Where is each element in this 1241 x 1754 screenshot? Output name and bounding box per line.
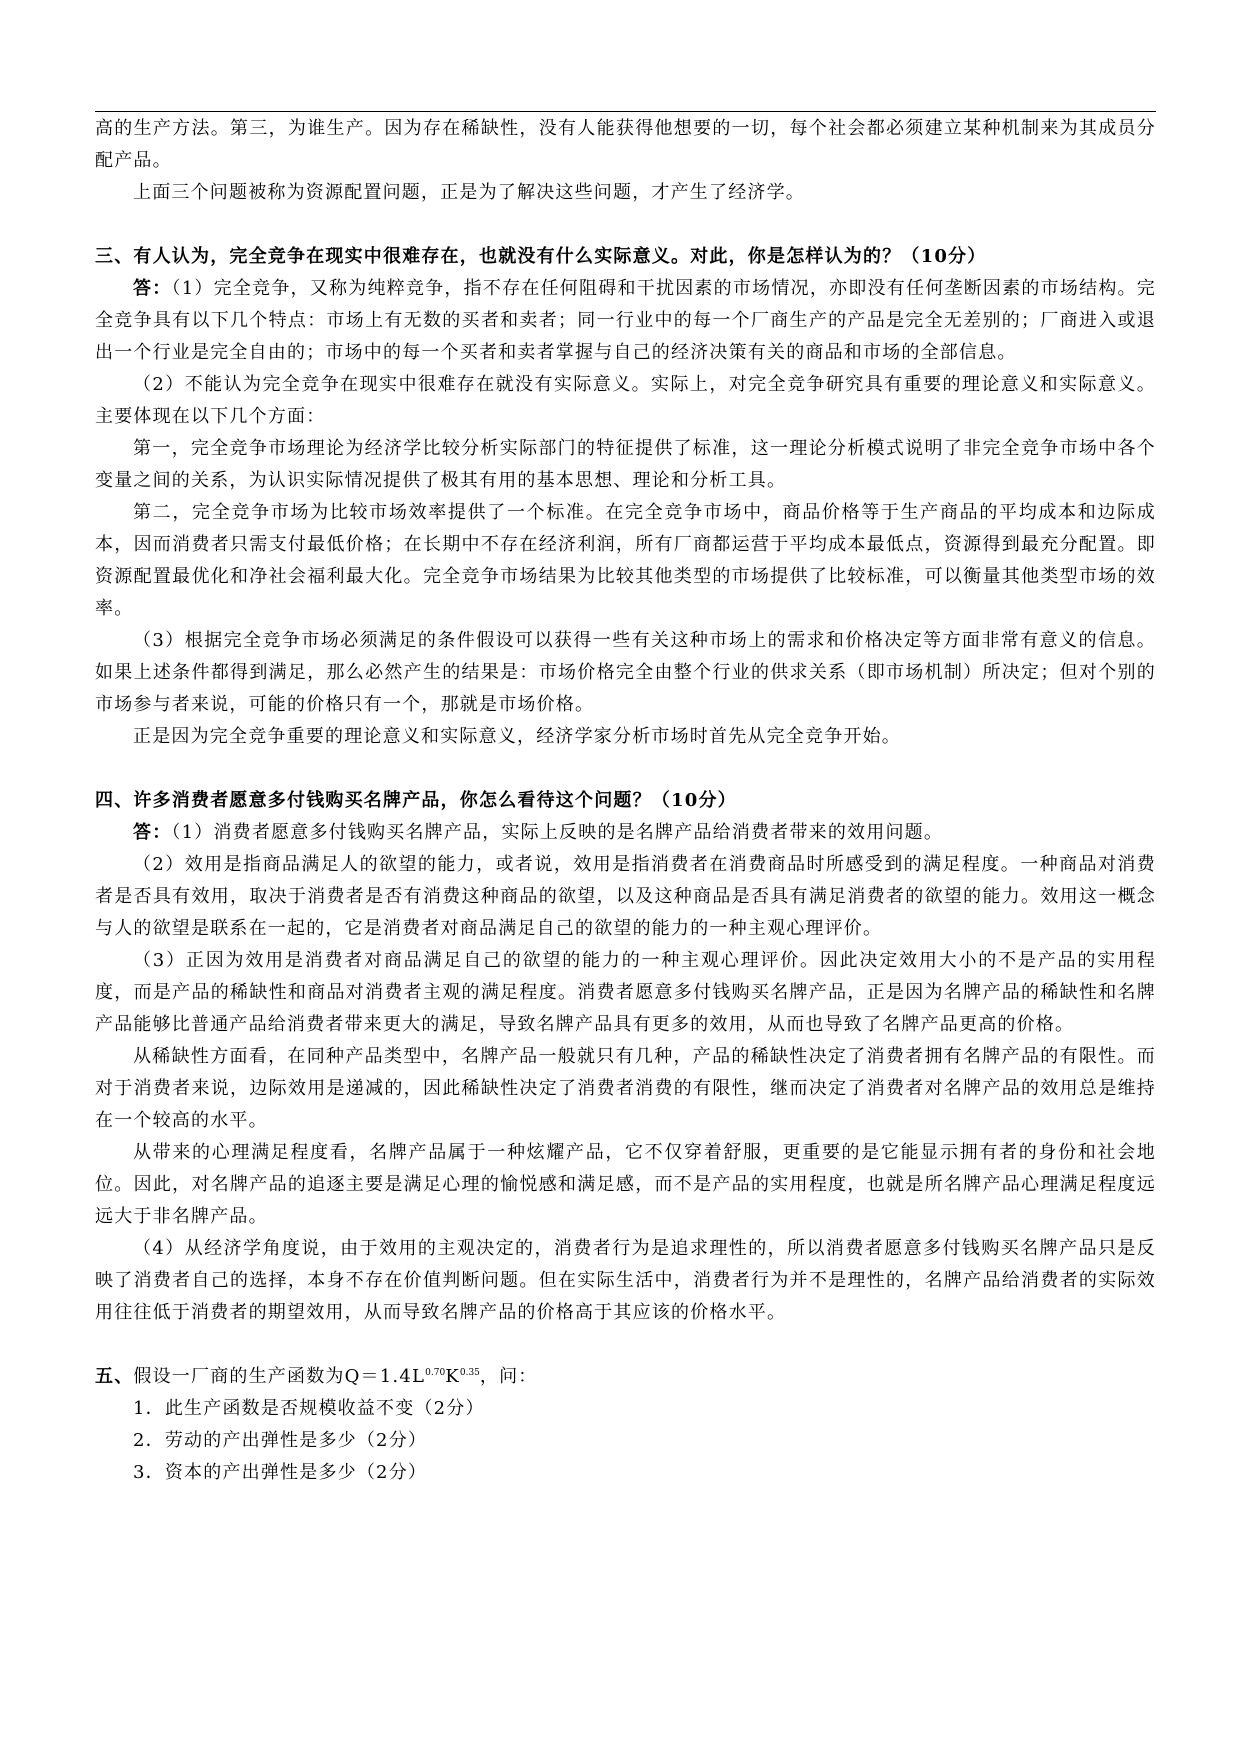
q3-answer-4: 第二，完全竞争市场为比较市场效率提供了一个标准。在完全竞争市场中，商品价格等于生产商品的平均成本和边际成本，因而消费者只需支付最低价格；在长期中不存在经济利润，所有厂商都运营于平均成本最低点，资源得到最充分配置。即资源配置最优化和净社会福利最大化。完全竞争市场结果为比较其他类型的市场提供了比较标准，可以衡量其他类型市场的效率。 (95, 502, 1156, 619)
q4-answer-1-text: （1）消费者愿意多付钱购买名牌产品，实际上反映的是名牌产品给消费者带来的效用问题。 (171, 822, 944, 843)
q3-answer-1 (95, 273, 1156, 369)
q5-item-3: 3．资本的产出弹性是多少（2分） (133, 1462, 428, 1483)
q5-text-before: 假设一厂商的生产函数为Q＝1.4L (133, 1366, 426, 1387)
q4-answer-4: 从稀缺性方面看，在同种产品类型中，名牌产品一般就只有几种，产品的稀缺性决定了消费者拥有名牌产品的有限性。而对于消费者来说，边际效用是递减的，因此稀缺性决定了消费者消费的有限性，继而决定了消费者对名牌产品的效用总是维持在一个较高的水平。 (95, 1046, 1156, 1131)
q3-answer-1-text: （1）完全竞争，又称为纯粹竞争，指不存在任何阻碍和干扰因素的市场情况，亦即没有任何垄断因素的市场结构。完全竞争具有以下几个特点：市场上有无数的买者和卖者；同一行业中的每一个厂商生产的产品是完全无差别的；厂商进入或退出一个行业是完全自由的；市场中的每一个买者和卖者掌握与自己的经济决策有关的商品和市场的全部信息。 (95, 278, 1156, 363)
q4-answer-5: 从带来的心理满足程度看，名牌产品属于一种炫耀产品，它不仅穿着舒服，更重要的是它能显示拥有者的身份和社会地位。因此，对名牌产品的追逐主要是满足心理的愉悦感和满足感，而不是产品的实用程度，也就是所名牌产品心理满足程度远远大于非名牌产品。 (95, 1142, 1156, 1227)
intro-paragraph-1: 高的生产方法。第三，为谁生产。因为存在稀缺性，没有人能获得他想要的一切，每个社会都必须建立某种机制来为其成员分配产品。 (95, 118, 1156, 171)
document-body (95, 113, 1156, 1489)
exponent-K: 0.35 (459, 1368, 480, 1378)
question-4-heading: 四、许多消费者愿意多付钱购买名牌产品，你怎么看待这个问题？（10分） (95, 790, 737, 811)
q4-answer-2: （2）效用是指商品满足人的欲望的能力，或者说，效用是指消费者在消费商品时所感受到的满足程度。一种商品对消费者是否具有效用，取决于消费者是否有消费这种商品的欲望，以及这种商品是否具有满足消费者的欲望的能力。效用这一概念与人的欲望是联系在一起的，它是消费者对商品满足自己的欲望的能力的一种主观心理评价。 (95, 854, 1156, 939)
q3-answer-2: （2）不能认为完全竞争在现实中很难存在就没有实际意义。实际上，对完全竞争研究具有重要的理论意义和实际意义。主要体现在以下几个方面： (95, 374, 1156, 427)
q3-answer-3: 第一，完全竞争市场理论为经济学比较分析实际部门的特征提供了标准，这一理论分析模式说明了非完全竞争市场中各个变量之间的关系，为认识实际情况提供了极其有用的基本思想、理论和分析工具。 (95, 438, 1156, 491)
q4-answer-3: （3）正因为效用是消费者对商品满足自己的欲望的能力的一种主观心理评价。因此决定效用大小的不是产品的实用程度，而是产品的稀缺性和商品对消费者主观的满足程度。消费者愿意多付钱购买名牌产品，正是因为名牌产品的稀缺性和名牌产品能够比普通产品给消费者带来更大的满足，导致名牌产品具有更多的效用，从而也导致了名牌产品更高的价格。 (95, 950, 1156, 1035)
q4-answer-6: （4）从经济学角度说，由于效用的主观决定的，消费者行为是追求理性的，所以消费者愿意多付钱购买名牌产品只是反映了消费者自己的选择，本身不存在价值判断问题。但在实际生活中，消费者行为并不是理性的，名牌产品给消费者的实际效用往往低于消费者的期望效用，从而导致名牌产品的价格高于其应该的价格水平。 (95, 1238, 1156, 1323)
question-5-heading (95, 1361, 1156, 1393)
header-rule (95, 111, 1156, 112)
question-5-label: 五、 (95, 1366, 134, 1387)
q3-answer-6: 正是因为完全竞争重要的理论意义和实际意义，经济学家分析市场时首先从完全竞争开始。 (133, 726, 901, 747)
exponent-L: 0.70 (425, 1368, 446, 1378)
q5-item-1: 1．此生产函数是否规模收益不变（2分） (133, 1398, 485, 1419)
q5-item-2: 2．劳动的产出弹性是多少（2分） (133, 1430, 428, 1451)
answer-label: 答： (133, 278, 172, 299)
intro-paragraph-2: 上面三个问题被称为资源配置问题，正是为了解决这些问题，才产生了经济学。 (133, 182, 805, 203)
q4-answer-1 (95, 817, 1156, 849)
q5-text-mid: K (445, 1366, 460, 1387)
q3-answer-5: （3）根据完全竞争市场必须满足的条件假设可以获得一些有关这种市场上的需求和价格决定等方面非常有意义的信息。如果上述条件都得到满足，那么必然产生的结果是：市场价格完全由整个行业的供求关系（即市场机制）所决定；但对个别的市场参与者来说，可能的价格只有一个，那就是市场价格。 (95, 630, 1156, 715)
answer-label: 答： (133, 822, 172, 843)
q5-text-after: ，问： (479, 1366, 538, 1387)
question-3-heading: 三、有人认为，完全竞争在现实中很难存在，也就没有什么实际意义。对此，你是怎样认为的？（10分） (95, 246, 987, 267)
